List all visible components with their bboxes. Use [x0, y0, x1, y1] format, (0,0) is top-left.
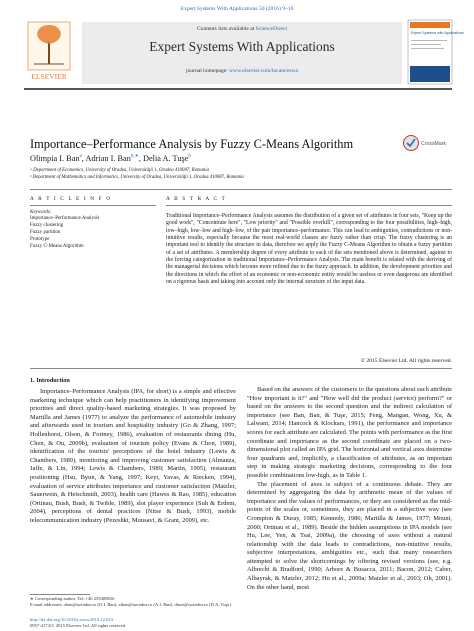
- email-addresses[interactable]: E-mail addresses: oban@uoradea.ro (O.I. Ban), aiban@uoradea.ro (A.I. Ban), dtuse@uoradea.ro (D.A. Tuşe).: [30, 602, 232, 607]
- elsevier-wordmark: ELSEVIER: [31, 72, 67, 81]
- abstract-heading: A B S T R A C T: [166, 196, 227, 202]
- keyword-item: Fuzzy C-Means Algorithm: [30, 244, 84, 249]
- footnote-block: [30, 596, 236, 608]
- info-rule: [30, 205, 156, 206]
- homepage-label: journal homepage:: [185, 68, 230, 74]
- abstract-copyright: © 2015 Elsevier Ltd. All rights reserved.: [360, 358, 452, 364]
- section-heading-introduction: 1. Introduction: [30, 377, 70, 384]
- homepage-line: [82, 68, 402, 74]
- intro-paragraph-3: The placement of axes is subject of a continuous debate. They are determined by aggregating the data by arithmetic mean of the values of importance and the values of performances, or they are considered as the mid-points of the scales or, sometimes, they are placed in a subjective way (see Crompton & Duray, 1985; Kennedy, 1986; Martilla & James, 1977; Mount, 2000; Ortinau et al., 1989). Beside the hidden assumptions in IPA models (see Hu, Lee, Yen, & Tsai, 2009a), the choosing of axes without a natural relationship with the data leads to contradictions, non-intuitive results, subjective interpretations, ambiguities etc., such that many researchers attempted to solve the shortcomings by offering revised versions (see, e.g. Albrecht & Bradford, 1990; Arbore & Busacca, 2011; Bacon, 2012; Caber, Albayrak, & Matzler, 2012; Hu et al., 2009a; Matzler et al., 2003; Oh, 2001). On the other hand, most: [247, 480, 452, 591]
- author-1-affil[interactable]: a: [79, 154, 82, 159]
- keywords-block: [30, 210, 156, 250]
- sciencedirect-link[interactable]: ScienceDirect: [255, 26, 288, 32]
- article-title: Importance–Performance Analysis by Fuzzy C-Means Algorithm: [30, 137, 354, 151]
- contents-text: Contents lists available at: [196, 26, 256, 32]
- doi-block: [30, 617, 126, 628]
- info-top-rule: [30, 189, 452, 190]
- abstract-bottom-rule: [30, 368, 452, 369]
- intro-paragraph-2: Based on the answers of the customers to the questions about each attribute "How important is it?" and "How well did the product (service) perform?" or based on the answers to the second question and the indirect calculation of importance (see Ban, Ban, & Tuşe, 2015; Feng, Mangan, Wong, Xu, & Lalwani, 2014; Hancock & Klockars, 1991), the performance and importance scores for each attribute are calculated. The points with performance as the first coordinate and importance as the second coordinate are placed on a two-dimensional plot called an IPA grid. The horizontal and vertical axes determine four quadrants and, implicitly, a classification of attributes, as an important step in making strategic marketing decisions, corresponding to the four possible combinations low-high, as in Table 1.: [247, 386, 452, 479]
- author-3-affil[interactable]: b: [188, 154, 191, 159]
- intro-left-column: [30, 388, 236, 526]
- author-2[interactable]: , Adrian I. Ban: [81, 153, 131, 163]
- intro-right-column: [247, 386, 452, 592]
- crossmark-badge[interactable]: [402, 131, 452, 155]
- doi-link[interactable]: http://dx.doi.org/10.1016/j.eswa.2015.12.023: [30, 617, 113, 622]
- contents-line: [82, 26, 402, 32]
- keyword-item: Prototype: [30, 237, 50, 242]
- homepage-link[interactable]: www.elsevier.com/locate/eswa: [229, 68, 299, 74]
- affiliation-b: ᵇ Department of Mathematics and Informatics, University of Oradea, Universităţii 1, Oradea 410087, Romania: [30, 175, 244, 180]
- author-3[interactable]: , Delia A. Tuşe: [138, 153, 189, 163]
- running-header[interactable]: Expert Systems With Applications 50 (2016) 9–16: [180, 6, 294, 12]
- abstract-text: Traditional Importance–Performance Analysis assumes the distribution of a given set of attributes in four sets, "Keep up the good work", "Concentrate here", "Low priority" and "Possible overkill", corresponding to the four possibilities, high–high, low–high, low–low and high–low, of the pair importance–performance. This can lead to ambiguities, contradictions or non-intuitive results, especially because the most real-world classes are fuzzy rather than crisp. The fuzzy clustering is an important tool to identify the structure in data, therefore we apply the Fuzzy C-Means Algorithm to obtain a fuzzy partition of a set of attributes. A membership degree of every attribute to each of the sets mentioned above is determined, against to the forcing categorization in traditional Importance–Performance Analysis. The main benefit is related with the deriving of the managerial decisions which become more refined due to the fuzzy approach. In addition, the development priorities and the directions in which the effort of an economic or non-economic entity would be useless or even dangerous are identified on a rigorous basis and taking into account only the internal structure of the input data.: [166, 213, 452, 286]
- elsevier-logo[interactable]: [24, 20, 74, 84]
- journal-title-box: [82, 22, 402, 84]
- issn-line: 0957-4174/© 2015 Elsevier Ltd. All rights reserved.: [30, 622, 127, 628]
- intro-paragraph-1: Importance–Performance Analysis (IPA, for short) is a simple and effective marketing technique which can help practitioners in identifying improvement priorities and direct quality-based marketing strategies. It was proposed by Martilla and James (1977) to analyze the performance of automobile industry and afterwards used in tourism and hospitality industry (Go & Zhang, 1997; Hollenhorst, Olson, & Fortney, 1986), evaluation of restaurants dining (Hu, Chen, & Ou, 2009b), evaluation of tourism policy (Evans & Chon, 1989), identification of the tourists' perceptions of the hotel industry (Lewis & Chambers, 1989), monitoring and improving customer satisfaction (Almanza, Jaffe, & Lin, 1994; Lewis & Chambers, 1989; Martin, 1995), restaurant positioning (Hsu, Byun, & Yang, 1997; Keyt, Yavas, & Riecken, 1994), evaluation of service attributes importance and customer satisfaction (Matzler, Sauerwein, & Heischmidt, 2003), health care (Hawes & Rao, 1985), education (Ortinau, Bush, Bush, & Twible, 1989), slot player experience (Suh & Erdem, 2004), perceptions of dental practices (Nitse & Bush, 1993), mobile telecommunication industry (Pezeshki, Mousavi, & Grant, 2009), etc.: [30, 388, 236, 524]
- corresponding-author-note: ∗ Corresponding author. Tel.:+40 259408656: [30, 596, 115, 601]
- keyword-item: Importance–Performance Analysis: [30, 216, 100, 221]
- author-1[interactable]: Olimpia I. Ban: [30, 153, 80, 163]
- author-2-affil[interactable]: b,∗: [130, 154, 139, 159]
- crossmark-label: CrossMark: [421, 141, 447, 147]
- journal-cover-thumbnail[interactable]: [408, 20, 464, 84]
- keyword-item: Fuzzy clustering: [30, 223, 64, 228]
- article-info-heading: A R T I C L E I N F O: [30, 196, 112, 202]
- footnote-rule: [30, 594, 90, 595]
- keyword-item: Fuzzy partition: [30, 230, 61, 235]
- keywords-label: Keywords:: [30, 210, 52, 215]
- journal-masthead: [24, 20, 464, 84]
- author-list: [30, 153, 191, 163]
- cover-title: Expert Systems with Applications: [411, 31, 464, 35]
- masthead-rule: [24, 88, 452, 90]
- affiliation-a: ᵃ Department of Economics, University of Oradea, Universităţii 1, Oradea 410087, Romania: [30, 168, 209, 173]
- abstract-rule: [166, 205, 452, 206]
- journal-name: Expert Systems With Applications: [149, 39, 335, 54]
